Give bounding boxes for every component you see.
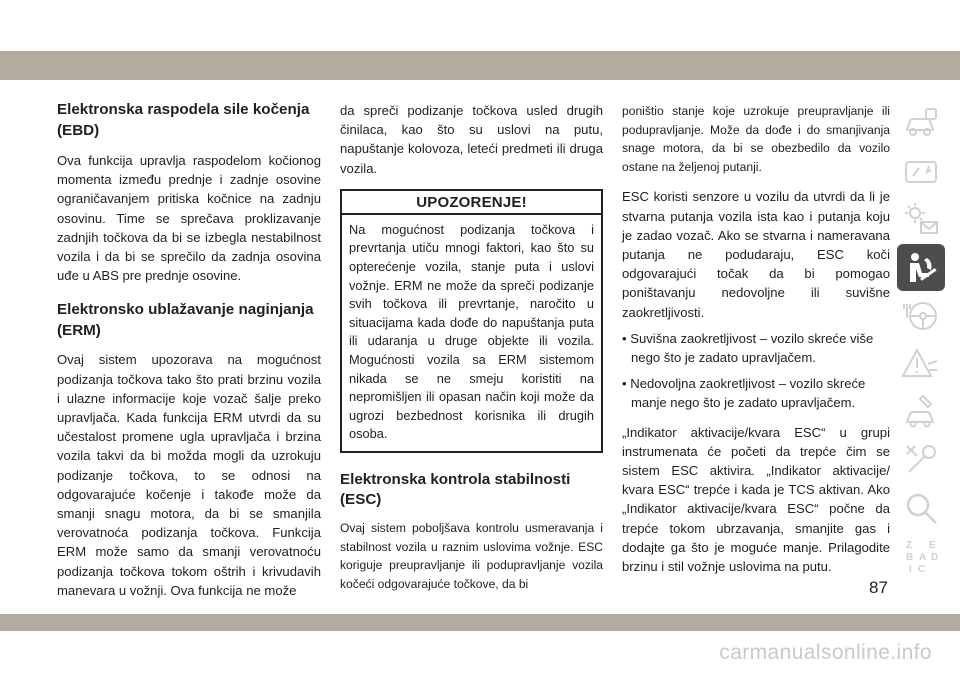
tab-warning[interactable] xyxy=(897,340,945,387)
paragraph-erm: Ovaj sistem upozorava na mogućnost podizanja točkova tako što prati brzinu vozila i ulazne informacije koje vozač šalje preko upravljača. Kada funkcija ERM utvrdi da su učestalost promene ugla upravljača i brzina vozila takvi da bi možda mogli da uzrokuju podizanje točkova, to se odnosi na odgovarajuće kočenje i takođe može da smanji snagu motora, da bi se smanjila verovatnoća podizanja točkova. Funkcija ERM može samo da smanji verovatnoću podizanja točkova tokom oštrih i krivudavih manevara u vožnji. Ova funkcija ne može xyxy=(57,352,321,598)
warning-text: Na mogućnost podizanja točkova i prevrtanja utiču mnogi faktori, kao što su opterećenje vozila, stanje puta i uslovi vožnje. ERM ne može da spreči podizanje svih točkova ili prevrtanje, naročito u situacijama kada dođe do napuštanja puta ili udaranja u druge objekte ili vozila. Mogućnosti vozila sa ERM sistemom nikada se ne smeju koristiti na nepromišljen ili opasan način koji može da ugrozi bezbednost korisnika ili drugih osoba. xyxy=(349,221,594,442)
steering-wheel-icon xyxy=(901,296,941,336)
index-icon xyxy=(901,536,941,576)
page-number: 87 xyxy=(869,578,888,597)
bullet-oversteer-text: Suvišna zaokretljivost – vozilo skreće više nego što je zadato upravljačem. xyxy=(630,330,874,365)
svg-text:C: C xyxy=(918,563,926,575)
svg-text:E: E xyxy=(929,539,936,551)
watermark: carmanualsonline.info xyxy=(719,641,932,664)
search-icon xyxy=(901,488,941,528)
header-band xyxy=(0,51,960,80)
svg-text:A: A xyxy=(919,551,927,563)
warning-title: UPOZORENJE! xyxy=(342,191,601,215)
paragraph-esc-continued: poništio stanje koje uzrokuje preupravljanje ili podupravljanje. Može da dođe i do smanjivanja snage motora, da bi se obezbedilo da vozilo ostane na željenoj putanji. xyxy=(622,104,890,174)
column-2 xyxy=(340,100,603,593)
paragraph-esc-sensors: ESC koristi senzore u vozilu da utvrdi da li je stvarna putanja vozila ista kao i putanja koju je zadao vozač. Ako se stvarna i nameravana putanja ne podudaraju, ESC koči odgovarajući točak da bi pomogao poništavanju nedovoljne ili suvišne zaokretljivosti. xyxy=(622,189,890,320)
svg-text:B: B xyxy=(906,551,914,563)
tab-safety[interactable] xyxy=(897,244,945,291)
column-1 xyxy=(57,100,321,600)
bullet-understeer-text: Nedovoljna zaokretljivost – vozilo skreće manje nego što je zadato upravljačem. xyxy=(630,376,866,411)
tab-search[interactable] xyxy=(897,484,945,531)
lights-mail-icon xyxy=(901,200,941,240)
paragraph-ebd: Ova funkcija upravlja raspodelom kočionog momenta između prednje i zadnje osovine ograničavanjem pritiska kočnice na zadnju osovinu. Time se sprečava proklizavanje zadnjih točkova da bi se izbegla nestabilnost vozila i da bi se sprečilo da zadnja osovina uđe u ABS pre prednje osovine. xyxy=(57,153,321,284)
heading-ebd: Elektronska raspodela sile kočenja (EBD) xyxy=(57,101,310,139)
bullet-understeer: • Nedovoljna zaokretljivost – vozilo skreće manje nego što je zadato upravljačem. xyxy=(622,376,866,411)
instrument-cluster-icon xyxy=(901,152,941,192)
wrench-car-icon xyxy=(901,392,941,432)
tab-car-info[interactable] xyxy=(897,100,945,147)
paragraph-erm-continued: da spreči podizanje točkova usled drugih činilaca, kao što su uslovi na putu, napuštanje kolovoza, leteći predmeti ili druga vozila. xyxy=(340,103,603,176)
tab-index[interactable] xyxy=(897,532,945,579)
warning-triangle-icon xyxy=(901,344,941,384)
paragraph-esc: Ovaj sistem poboljšava kontrolu usmeravanja i stabilnost vozila u raznim uslovima vožnje. ESC koriguje preupravljanje ili podupravljanje vozila kočeći odgovarajuće točkove, da bi xyxy=(340,520,603,591)
tab-lights-mail[interactable] xyxy=(897,196,945,243)
heading-esc: Elektronska kontrola stabilnosti (ESC) xyxy=(340,470,571,509)
svg-text:D: D xyxy=(931,551,939,563)
bullet-oversteer: • Suvišna zaokretljivost – vozilo skreće više nego što je zadato upravljačem. xyxy=(622,330,874,365)
heading-erm: Elektronsko ublažavanje naginjanja (ERM) xyxy=(57,301,314,339)
svg-text:Z: Z xyxy=(906,539,913,551)
safety-airbag-icon xyxy=(901,248,941,288)
car-info-icon xyxy=(901,104,941,144)
svg-text:I: I xyxy=(909,563,912,575)
tab-instrument-cluster[interactable] xyxy=(897,148,945,195)
warning-box xyxy=(340,189,603,453)
tab-service[interactable] xyxy=(897,436,945,483)
column-3 xyxy=(622,100,890,576)
paragraph-esc-indicator: „Indikator aktivacije/kvara ESC“ u grupi instrumenata će početi da trepće čim se sistem ESC aktivira. „Indikator aktivacije/ kvara ESC“ trepće i kada je TCS aktivan. Ako „Indikator aktivacije/kvara ESC“ počne da trepće tokom ubrzavanja, smanjite gas i dodajte ga što je moguće manje. Prilagodite brzinu i stil vožnje uslovima na putu. xyxy=(622,424,890,575)
service-icon xyxy=(901,440,941,480)
tab-wrench-car[interactable] xyxy=(897,388,945,435)
footer-band xyxy=(0,614,960,631)
tab-steering[interactable] xyxy=(897,292,945,339)
